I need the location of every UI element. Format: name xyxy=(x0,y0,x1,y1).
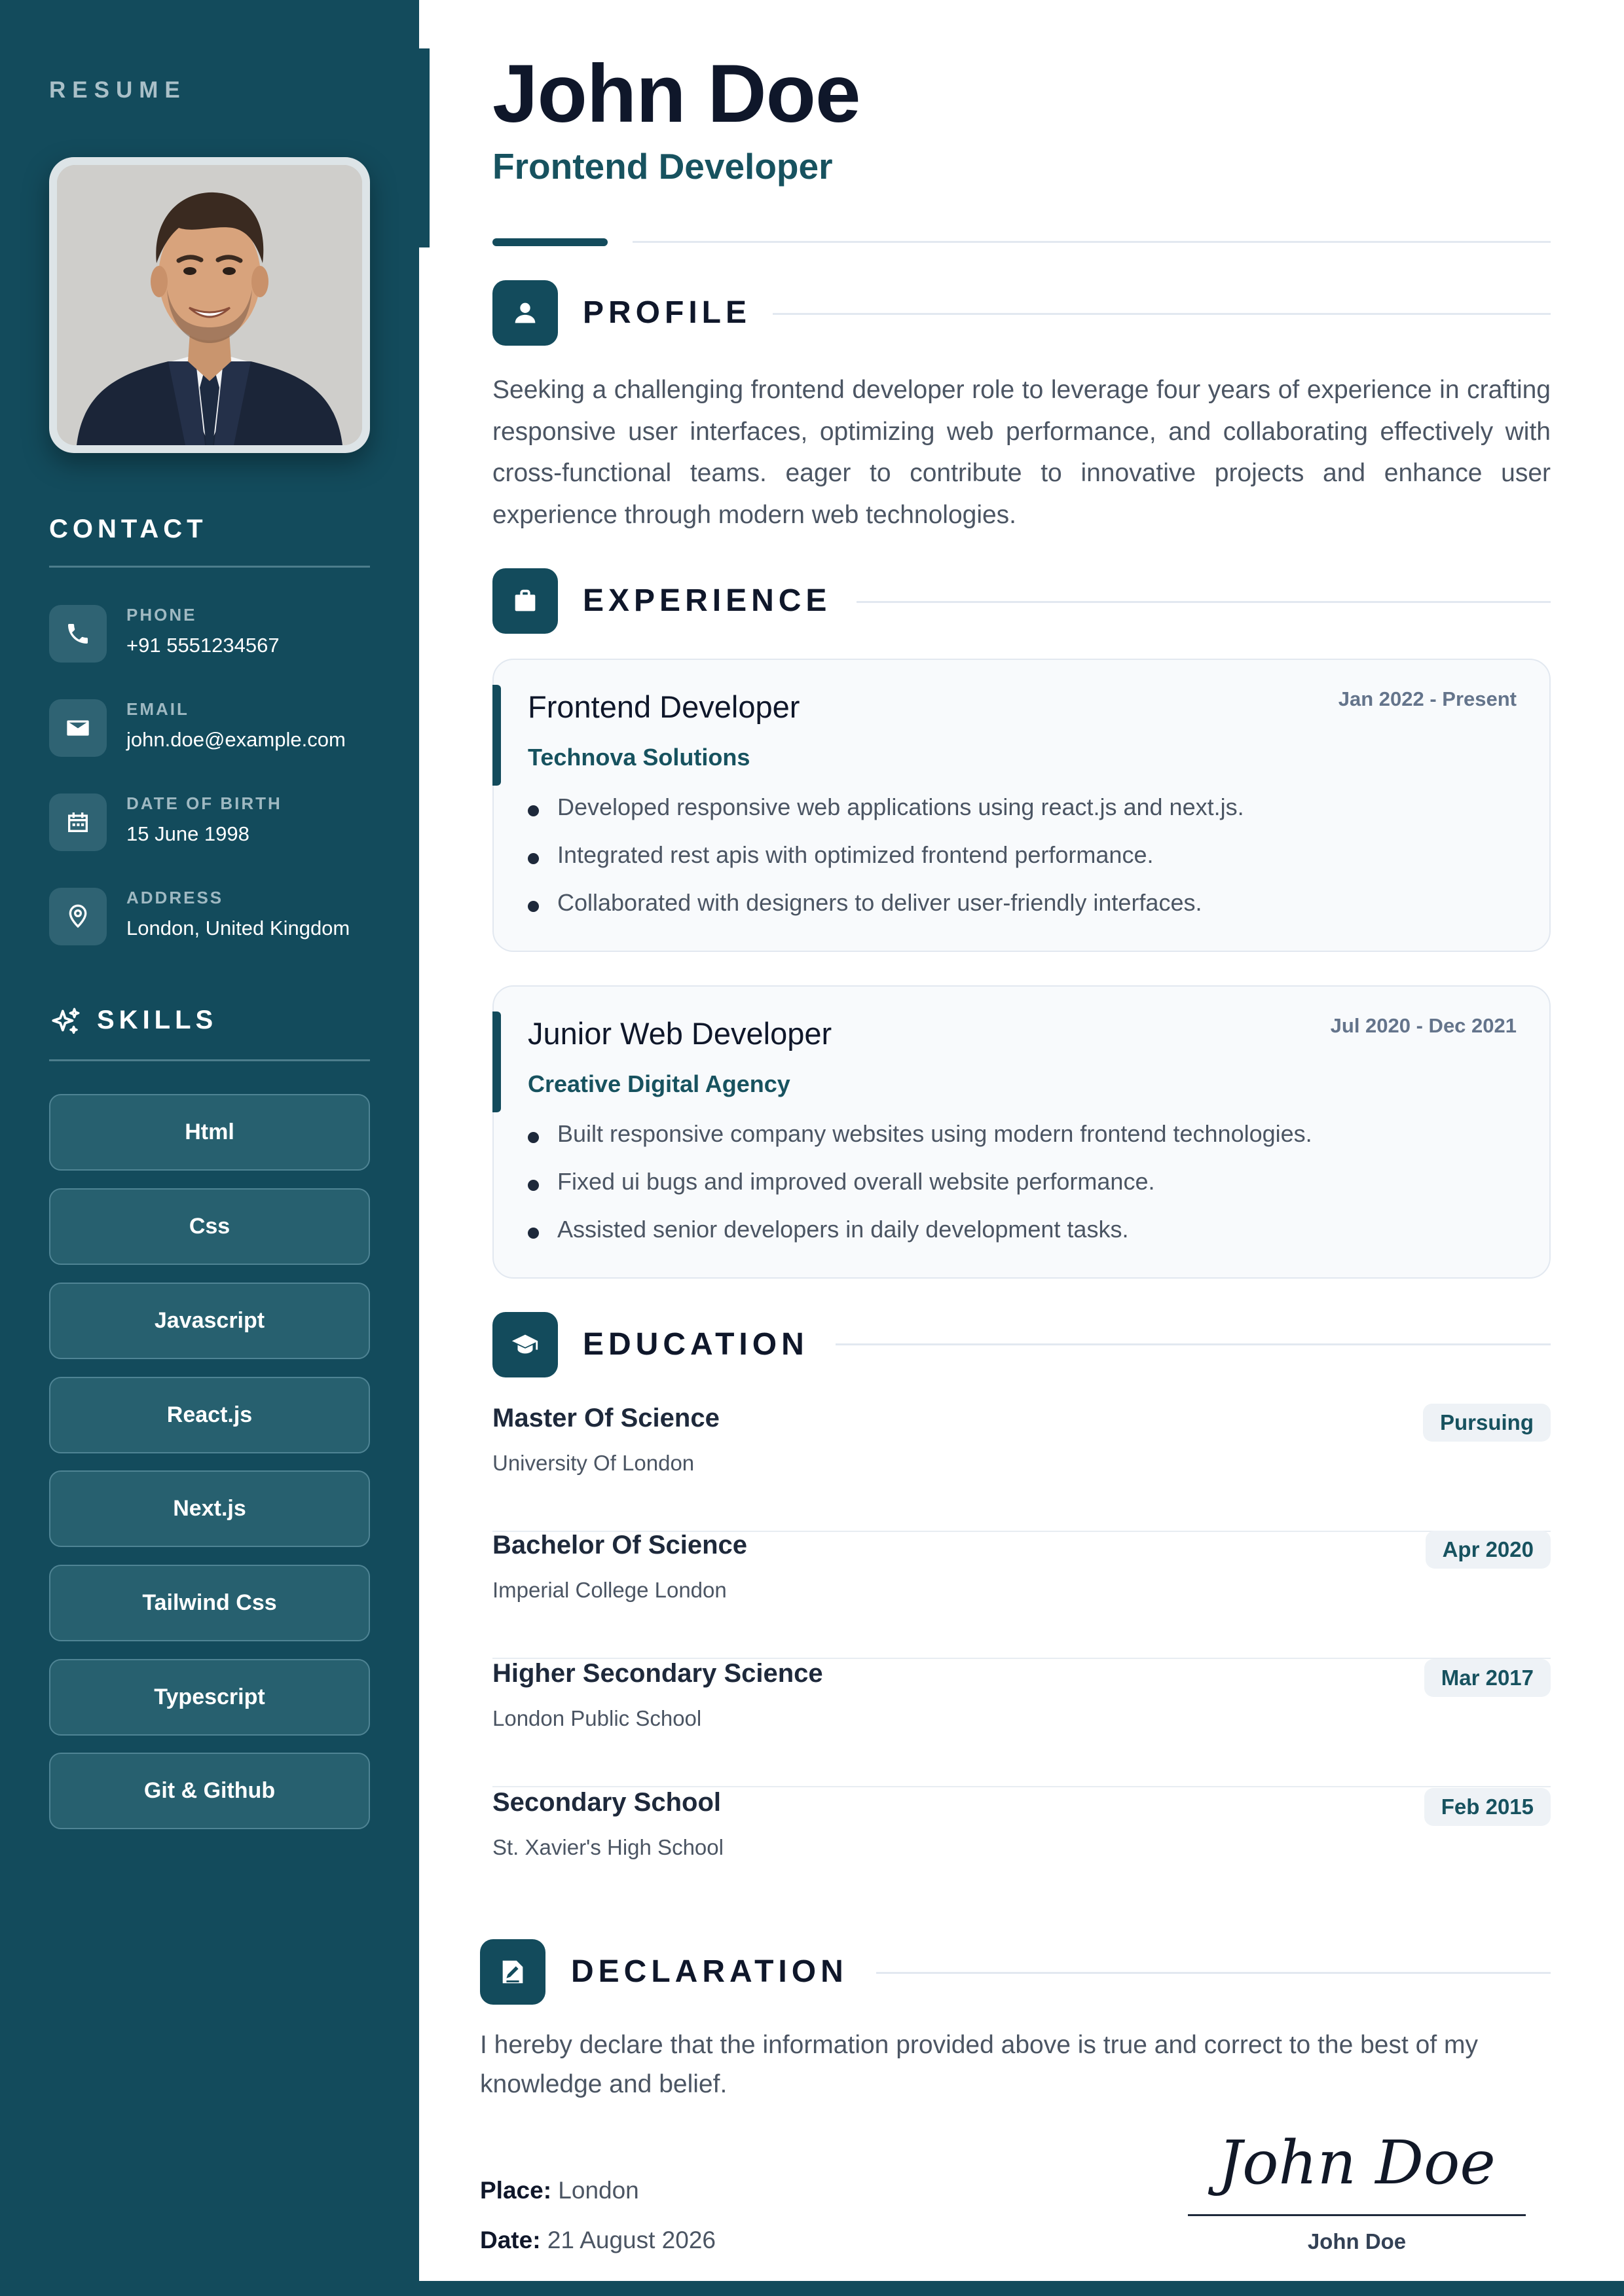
contact-divider xyxy=(49,566,370,568)
declaration-date xyxy=(480,2227,716,2254)
signature-script: John Doe xyxy=(1218,2128,1496,2198)
contact-label-address: ADDRESS xyxy=(126,888,224,907)
experience-accent-bar xyxy=(492,685,501,786)
status-badge: Apr 2020 xyxy=(1426,1531,1551,1569)
skills-divider xyxy=(49,1059,370,1061)
education-degree: Bachelor Of Science xyxy=(492,1531,748,1559)
graduation-cap-icon xyxy=(492,1312,558,1377)
status-badge: Mar 2017 xyxy=(1424,1659,1551,1697)
contact-label-dob: DATE OF BIRTH xyxy=(126,793,282,813)
status-badge: Pursuing xyxy=(1423,1404,1551,1442)
skill-chip: Git & Github xyxy=(49,1753,370,1829)
resume-label: RESUME xyxy=(49,77,187,103)
declaration-heading: DECLARATION xyxy=(571,1954,848,1989)
list-item: Developed responsive web applications using react.js and next.js. xyxy=(528,793,1244,841)
sparkles-icon xyxy=(49,1006,82,1038)
education-row xyxy=(492,1531,1551,1659)
education-row xyxy=(492,1659,1551,1787)
profile-summary: Seeking a challenging frontend developer role to leverage four years of experience in crafting responsive user interfaces, optimizing web performance, and collaborating effectively with cross-functional teams. eager to contribute to innovative projects and enhance user experience through modern web technologies. xyxy=(492,376,1551,529)
skill-chip: Javascript xyxy=(49,1283,370,1359)
experience-title: Frontend Developer xyxy=(528,689,800,724)
contact-value-email[interactable]: john.doe@example.com xyxy=(126,728,346,751)
experience-divider xyxy=(857,601,1551,603)
experience-date: Jan 2022 - Present xyxy=(1338,687,1517,710)
contact-label-email: EMAIL xyxy=(126,699,189,719)
profile-photo xyxy=(57,165,362,445)
experience-title: Junior Web Developer xyxy=(528,1016,832,1051)
profile-divider xyxy=(773,313,1551,315)
status-badge: Feb 2015 xyxy=(1424,1788,1551,1826)
contact-value-address: London, United Kingdom xyxy=(126,917,350,939)
list-item: Fixed ui bugs and improved overall website performance. xyxy=(528,1168,1312,1216)
candidate-role: Frontend Developer xyxy=(492,146,833,187)
list-item: Assisted senior developers in daily development tasks. xyxy=(528,1216,1312,1264)
place-label: Place: xyxy=(480,2177,552,2204)
experience-card xyxy=(492,659,1551,952)
experience-heading: EXPERIENCE xyxy=(583,583,832,618)
mail-icon xyxy=(49,699,107,757)
contact-dob xyxy=(49,790,370,855)
education-divider xyxy=(836,1343,1551,1345)
list-item: Collaborated with designers to deliver user-friendly interfaces. xyxy=(528,889,1244,937)
experience-bullets xyxy=(528,1120,1312,1264)
education-school: St. Xavier's High School xyxy=(492,1835,724,1859)
education-school: Imperial College London xyxy=(492,1578,727,1602)
experience-date: Jul 2020 - Dec 2021 xyxy=(1330,1014,1517,1037)
profile-heading: PROFILE xyxy=(583,295,752,330)
education-degree: Higher Secondary Science xyxy=(492,1659,823,1688)
skill-chip: Typescript xyxy=(49,1659,370,1736)
experience-card xyxy=(492,985,1551,1279)
calendar-icon xyxy=(49,793,107,851)
list-item: Built responsive company websites using modern frontend technologies. xyxy=(528,1120,1312,1168)
date-value: 21 August 2026 xyxy=(547,2227,716,2253)
education-degree: Secondary School xyxy=(492,1788,721,1817)
contact-value-phone[interactable]: +91 5551234567 xyxy=(126,634,280,657)
location-pin-icon xyxy=(49,888,107,945)
profile-photo-frame xyxy=(49,157,370,453)
education-heading: EDUCATION xyxy=(583,1327,809,1362)
skill-chip: Html xyxy=(49,1094,370,1171)
user-icon xyxy=(492,280,558,346)
education-row xyxy=(492,1788,1551,1916)
education-school: London Public School xyxy=(492,1706,702,1730)
portrait-image xyxy=(57,165,362,445)
list-item: Integrated rest apis with optimized frontend performance. xyxy=(528,841,1244,889)
date-label: Date: xyxy=(480,2227,541,2253)
bottom-band xyxy=(0,2281,1624,2296)
title-divider xyxy=(633,241,1551,243)
experience-company: Technova Solutions xyxy=(528,744,750,771)
experience-bullets xyxy=(528,793,1244,937)
document-sign-icon xyxy=(480,1939,545,2005)
education-row xyxy=(492,1404,1551,1532)
education-school: University Of London xyxy=(492,1451,695,1475)
skill-chip: Css xyxy=(49,1188,370,1265)
education-degree: Master Of Science xyxy=(492,1404,720,1432)
briefcase-icon xyxy=(492,568,558,634)
skill-chip: Tailwind Css xyxy=(49,1565,370,1641)
candidate-name: John Doe xyxy=(492,48,860,139)
skill-chip: Next.js xyxy=(49,1470,370,1547)
contact-address xyxy=(49,884,370,949)
place-value: London xyxy=(558,2177,639,2204)
experience-accent-bar xyxy=(492,1011,501,1112)
skill-chip: React.js xyxy=(49,1377,370,1453)
phone-icon xyxy=(49,605,107,663)
contact-email xyxy=(49,695,370,761)
title-accent-bar xyxy=(492,238,608,246)
declaration-place xyxy=(480,2177,639,2204)
signature-line xyxy=(1188,2214,1526,2216)
signature-name: John Doe xyxy=(1307,2229,1407,2253)
experience-company: Creative Digital Agency xyxy=(528,1070,790,1097)
skills-heading: SKILLS xyxy=(97,1006,218,1034)
declaration-text: I hereby declare that the information provided above is true and correct to the best of my knowledge and belief. xyxy=(480,2031,1479,2098)
sidebar-notch xyxy=(419,48,430,247)
contact-phone xyxy=(49,601,370,666)
contact-value-dob: 15 June 1998 xyxy=(126,822,249,845)
contact-label-phone: PHONE xyxy=(126,605,197,625)
contact-heading: CONTACT xyxy=(49,515,208,543)
declaration-divider xyxy=(876,1972,1551,1974)
